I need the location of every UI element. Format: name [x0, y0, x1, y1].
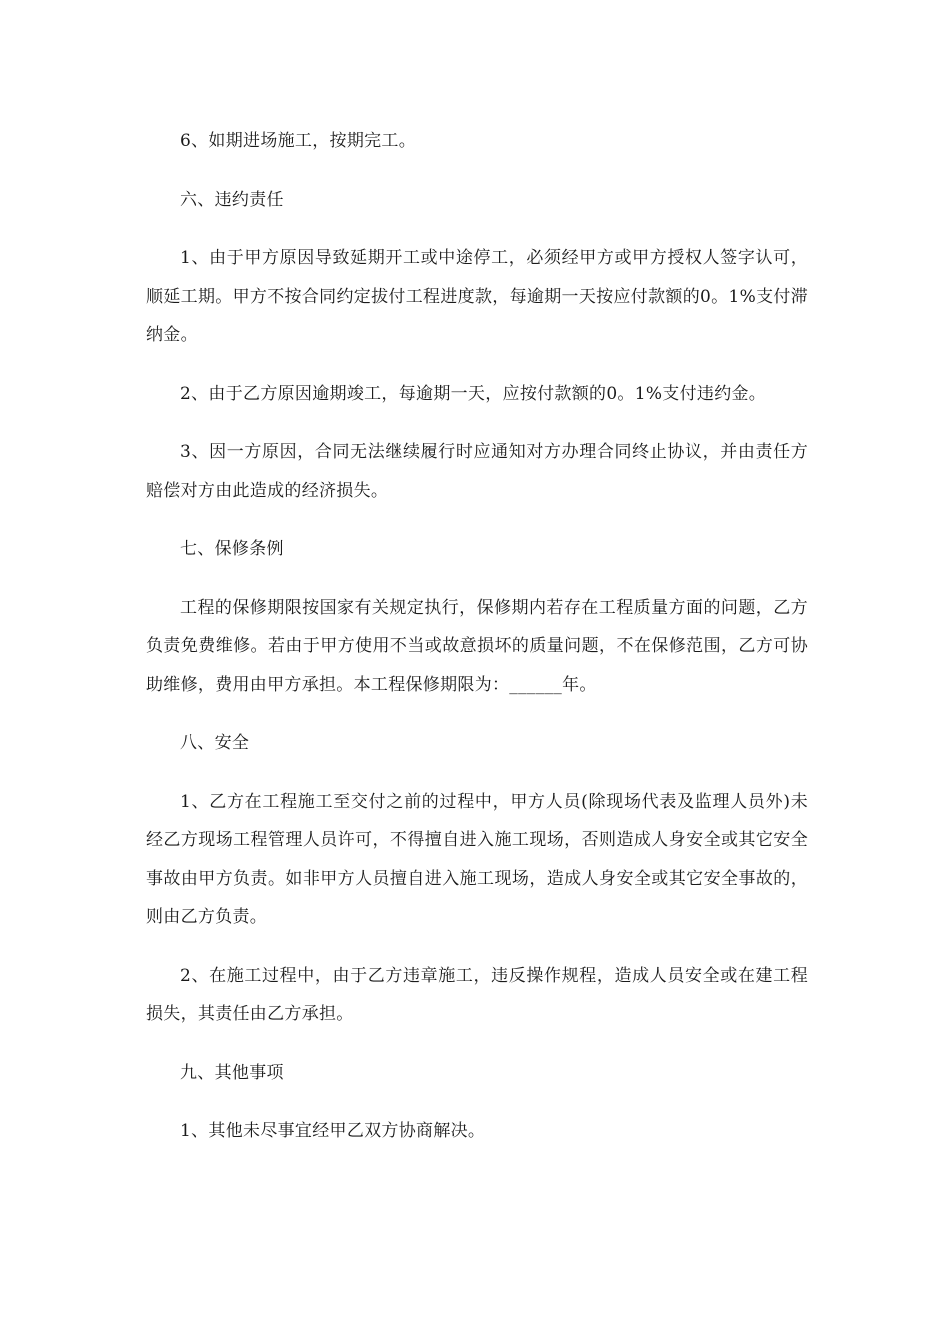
- document-body: [146, 122, 808, 1171]
- breach-clause-1: 1、由于甲方原因导致延期开工或中途停工，必须经甲方或甲方授权人签字认可，顺延工期。甲方不按合同约定拔付工程进度款，每逾期一天按应付款额的0。1%支付滞纳金。: [146, 248, 808, 345]
- section-heading-other-matters: 九、其他事项: [180, 1062, 284, 1083]
- section-heading-warranty: 七、保修条例: [180, 539, 284, 559]
- safety-clause-1: 1、乙方在工程施工至交付之前的过程中，甲方人员(除现场代表及监理人员外)未经乙方现场工程管理人员许可，不得擅自进入施工现场，否则造成人身安全或其它安全事故由甲方负责。如非甲方人员擅自进入施工现场，造成人身安全或其它安全事故的，则由乙方负责。: [146, 791, 808, 927]
- other-matters-clause-1: 1、其他未尽事宜经甲乙双方协商解决。: [180, 1121, 486, 1141]
- breach-clause-3: 3、因一方原因，合同无法继续履行时应通知对方办理合同终止协议，并由责任方赔偿对方由此造成的经济损失。: [146, 442, 808, 501]
- safety-clause-2: 2、在施工过程中，由于乙方违章施工，违反操作规程，造成人员安全或在建工程损失，其责任由乙方承担。: [146, 965, 808, 1024]
- section-heading-safety: 八、安全: [180, 733, 250, 753]
- breach-clause-2: 2、由于乙方原因逾期竣工，每逾期一天，应按付款额的0。1%支付违约金。: [180, 383, 767, 404]
- clause-6-on-schedule: 6、如期进场施工，按期完工。: [180, 131, 417, 151]
- section-heading-breach-liability: 六、违约责任: [180, 189, 284, 210]
- warranty-clause: 工程的保修期限按国家有关规定执行，保修期内若存在工程质量方面的问题，乙方负责免费维修。若由于甲方使用不当或故意损坏的质量问题，不在保修范围，乙方可协助维修，费用由甲方承担。本工程保修期限为：______年。: [146, 597, 808, 695]
